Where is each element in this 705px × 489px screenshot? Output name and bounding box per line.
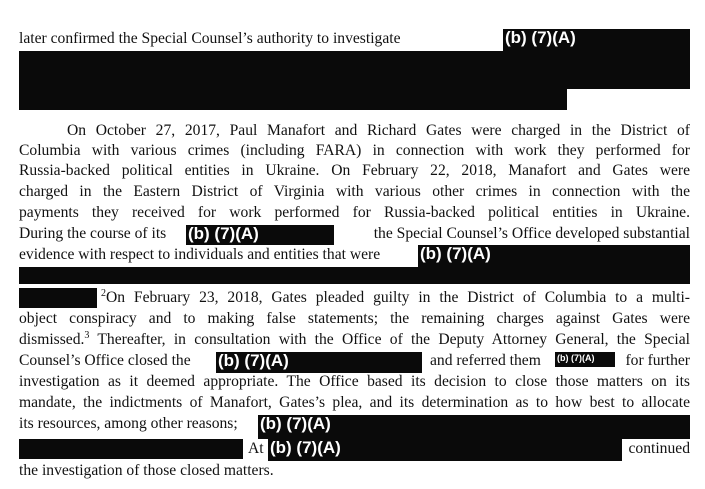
text-line-12b [430,351,560,371]
text-line-10 [19,309,690,329]
text-segment: On February 23, 2018, Gates pleaded guilty in the District of Columbia to a multi- [106,289,690,306]
text-segment: its resources, among other reasons; [19,415,238,432]
text-line-6 [19,203,690,223]
text-segment: and referred them [430,352,541,369]
text-line-5 [19,182,690,202]
text-segment: investigation as it deemed appropriate. The Office based its decision to close those matters on its [19,373,690,390]
redaction-block [258,415,690,439]
text-segment: the investigation of those closed matters. [19,462,274,479]
text-segment: Counsel’s Office closed the [19,352,191,369]
text-segment: object conspiracy and to making false statements; the remaining charges against Gates were [19,310,690,327]
redaction-block [555,352,615,367]
text-segment: payments they received for work performed for Russia-backed political entities in Ukraine. [19,204,690,221]
redaction-block [418,245,690,284]
text-segment: for further [625,352,690,369]
redaction-label: (b) (7)(A) [188,225,259,243]
redaction-block [19,89,567,110]
text-line-7b [339,224,690,244]
redaction-block [268,439,622,461]
redaction-block [19,288,97,308]
text-line-16b [622,439,690,459]
text-line-2 [19,121,690,141]
redaction-block [19,51,690,89]
text-line-4 [19,161,690,181]
redaction-block [19,439,243,459]
text-line-3 [19,141,690,161]
redaction-block [503,29,690,51]
text-line-14 [19,393,690,413]
redaction-block [186,225,334,245]
text-segment: evidence with respect to individuals and entities that were [19,246,381,263]
redaction-label: (b) (7)(A) [420,245,491,263]
text-line-11 [19,330,690,350]
text-segment: dismissed. [19,331,85,348]
text-segment: Thereafter, in consultation with the Office of the Deputy Attorney General, the Special [89,331,690,348]
text-segment: charged in the Eastern District of Virginia with various other crimes in connection with the [19,183,690,200]
text-segment: Russia-backed political entities in Ukraine. On February 22, 2018, Manafort and Gates were [19,162,690,179]
text-segment: During the course of its [19,225,167,242]
redaction-label: (b) (7)(A) [260,415,331,433]
text-segment: later confirmed the Special Counsel’s authority to investigate [19,30,401,47]
text-line-13 [19,372,690,392]
text-line-17 [19,461,690,481]
text-segment: Columbia with various crimes (including FARA) in connection with work they performed for [19,142,690,159]
text-segment: On October 27, 2017, Paul Manafort and Richard Gates were charged in the District of [67,122,690,139]
text-line-9 [101,288,690,308]
footnote-ref: 2 [101,287,106,299]
redaction-label: (b) (7)(A) [505,29,576,47]
redaction-block [19,267,419,284]
redaction-block [216,352,422,373]
text-line-12c [620,351,690,371]
redaction-label: (b) (7)(A) [270,439,341,457]
text-segment: At [248,440,264,457]
footnote-ref: 3 [84,329,90,341]
text-segment: mandate, the indictments of Manafort, Gates’s plea, and its determination as to how best to allocate [19,394,690,411]
text-segment: continued [628,440,690,457]
text-segment: the Special Counsel’s Office developed substantial [373,225,690,242]
redaction-label: (b) (7)(A) [218,352,289,370]
redaction-label: (b) (7)(A) [557,353,595,363]
